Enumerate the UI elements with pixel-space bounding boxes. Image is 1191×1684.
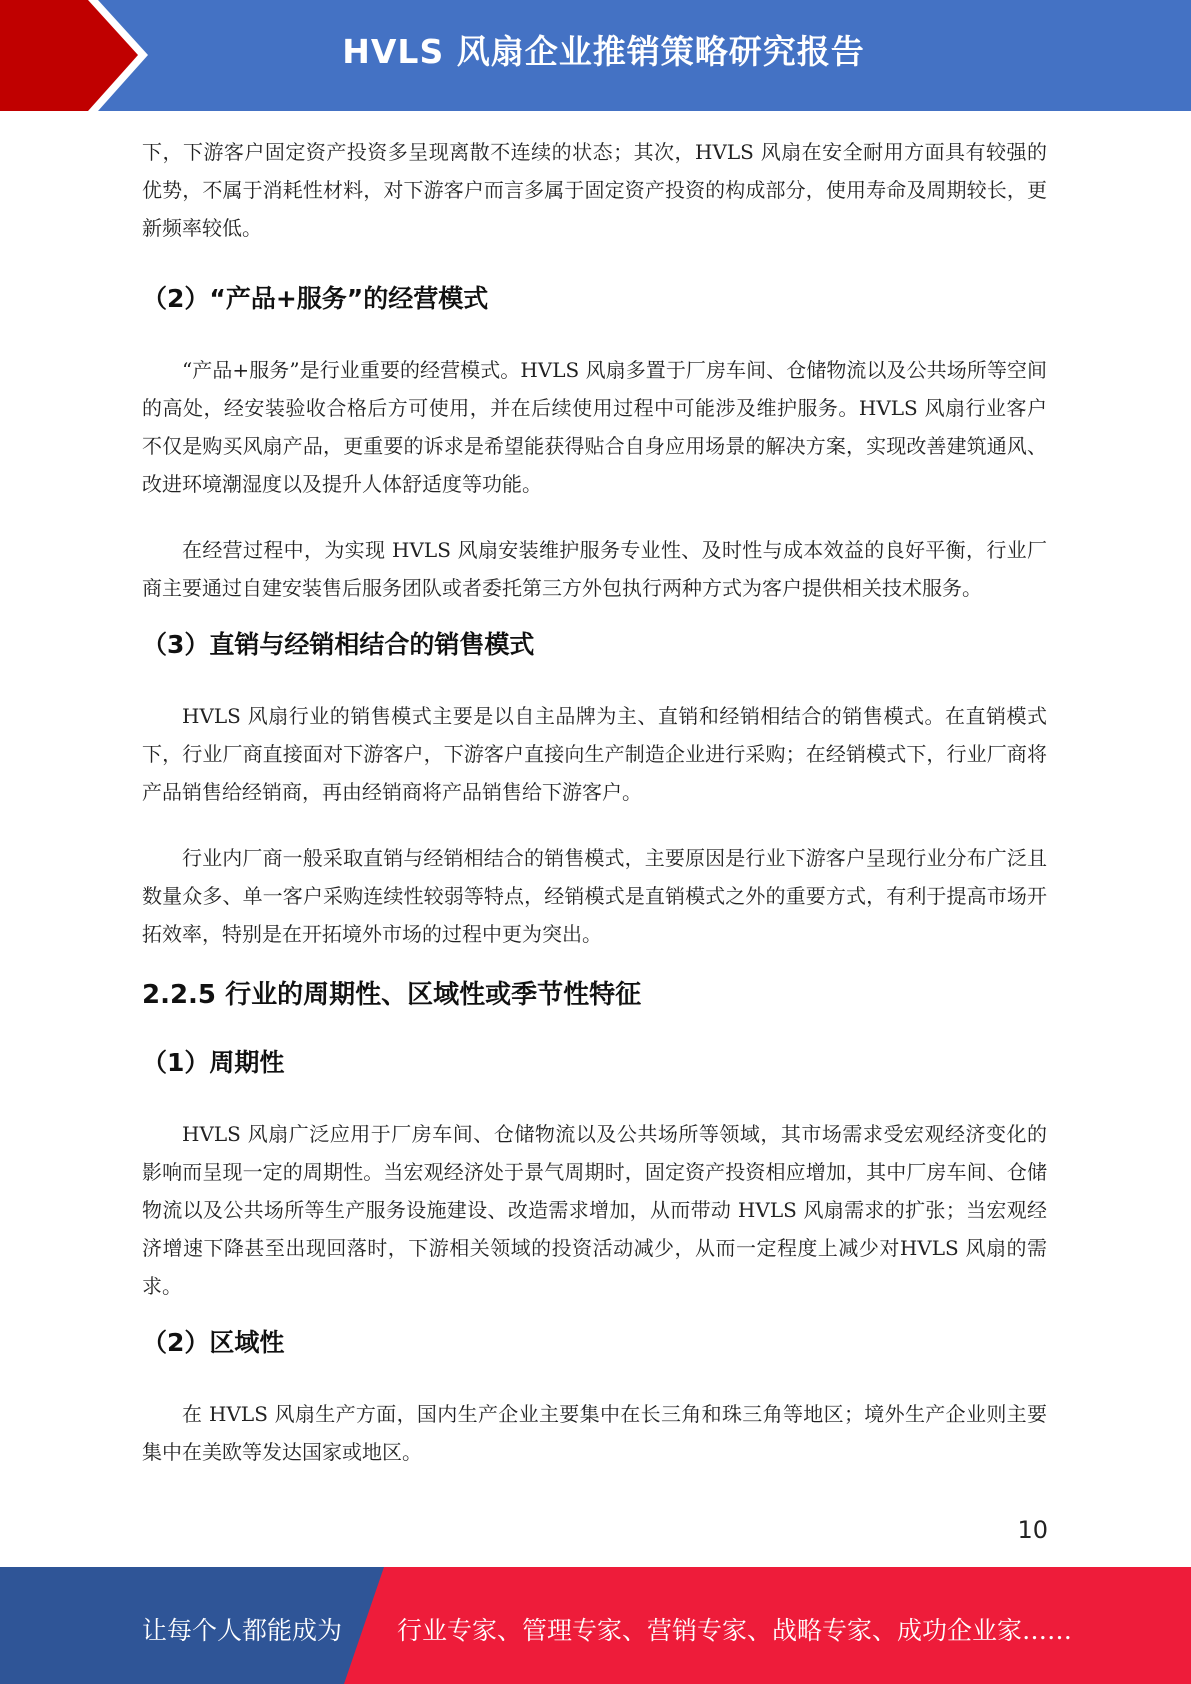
paragraph-product-service-2: 在经营过程中，为实现 HVLS 风扇安装维护服务专业性、及时性与成本效益的良好平衡，行业厂商主要通过自建安装售后服务团队或者委托第三方外包执行两种方式为客户提供相关技术服务。 — [142, 538, 1047, 600]
paragraph-sales-mode-1: HVLS 风扇行业的销售模式主要是以自主品牌为主、直销和经销相结合的销售模式。在直销模式下，行业厂商直接面对下游客户，下游客户直接向生产制造企业进行采购；在经销模式下，行业厂商将产品销售给经销商，再由经销商将产品销售给下游客户。 — [142, 704, 1047, 804]
footer-slogan-left: 让每个人都能成为 — [142, 1616, 343, 1645]
paragraph-product-service-1: “产品+服务”是行业重要的经营模式。HVLS 风扇多置于厂房车间、仓储物流以及公共场所等空间的高处，经安装验收合格后方可使用，并在后续使用过程中可能涉及维护服务。HVLS 风扇行业客户不仅是购买风扇产品，更重要的诉求是希望能获得贴合自身应用场景的解决方案，实现改善建筑通风、改进环境潮湿度以及提升人体舒适度等功能。 — [142, 358, 1047, 496]
page-header — [0, 0, 1191, 111]
heading-product-service: （2）“产品+服务”的经营模式 — [142, 284, 489, 313]
paragraph-regional: 在 HVLS 风扇生产方面，国内生产企业主要集中在长三角和珠三角等地区；境外生产企业则主要集中在美欧等发达国家或地区。 — [142, 1402, 1047, 1464]
page-number: 10 — [1017, 1516, 1048, 1544]
header-title: HVLS 风扇企业推销策略研究报告 — [342, 32, 865, 71]
paragraph-sales-mode-2: 行业内厂商一般采取直销与经销相结合的销售模式，主要原因是行业下游客户呈现行业分布广泛且数量众多、单一客户采购连续性较弱等特点，经销模式是直销模式之外的重要方式，有利于提高市场开拓效率，特别是在开拓境外市场的过程中更为突出。 — [142, 846, 1047, 946]
paragraph-cyclical: HVLS 风扇广泛应用于厂房车间、仓储物流以及公共场所等领域，其市场需求受宏观经济变化的影响而呈现一定的周期性。当宏观经济处于景气周期时，固定资产投资相应增加，其中厂房车间、仓储物流以及公共场所等生产服务设施建设、改造需求增加，从而带动 HVLS 风扇需求的扩张；当宏观经济增速下降甚至出现回落时，下游相关领域的投资活动减少，从而一定程度上减少对HVLS 风扇的需求。 — [142, 1122, 1047, 1298]
footer-slogan-right: 行业专家、管理专家、营销专家、战略专家、成功企业家…… — [397, 1616, 1073, 1645]
heading-cyclical: （1）周期性 — [142, 1048, 285, 1077]
heading-section-2-2-5: 2.2.5 行业的周期性、区域性或季节性特征 — [142, 980, 642, 1010]
page-footer — [0, 1567, 1191, 1684]
heading-regional: （2）区域性 — [142, 1328, 285, 1357]
paragraph-intro: 下，下游客户固定资产投资多呈现离散不连续的状态；其次，HVLS 风扇在安全耐用方面具有较强的优势，不属于消耗性材料，对下游客户而言多属于固定资产投资的构成部分，使用寿命及周期较长，更新频率较低。 — [142, 140, 1047, 240]
document-body — [142, 133, 1047, 1471]
heading-sales-mode: （3）直销与经销相结合的销售模式 — [142, 630, 535, 659]
